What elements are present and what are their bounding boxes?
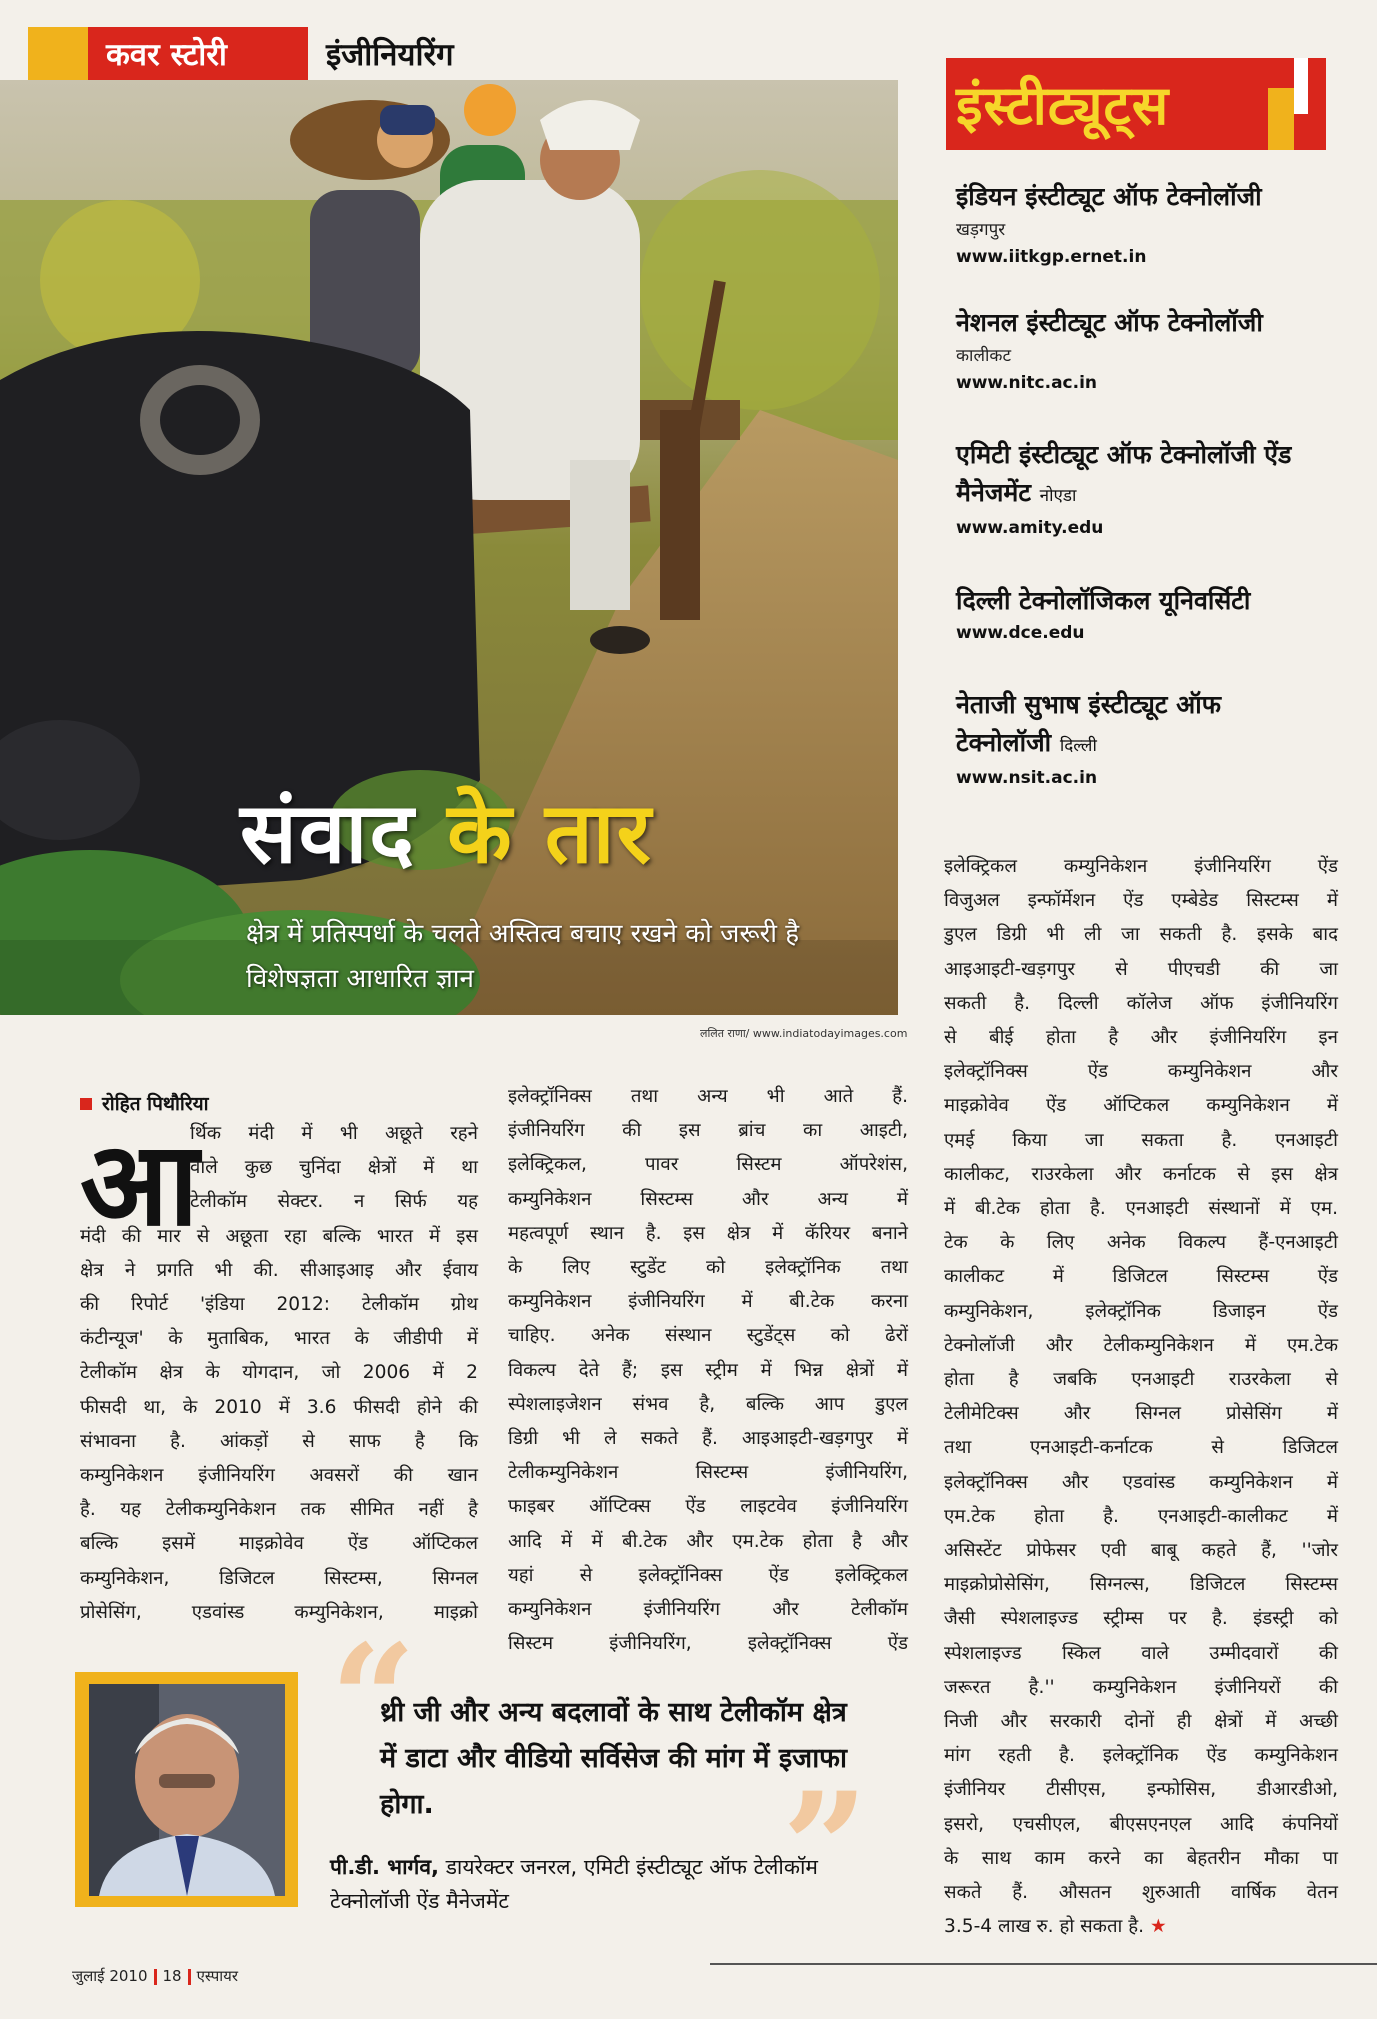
article-line: आदि में में बी.टेक और एम.टेक होता है और <box>508 1530 908 1552</box>
article-line: इसरो, एचसीएल, बीएसएनएल आदि कंपनियों <box>944 1813 1338 1835</box>
institute-url[interactable]: www.amity.edu <box>956 518 1104 538</box>
article-line: के लिए स्टुडेंट को इलेक्ट्रॉनिक तथा <box>508 1257 908 1279</box>
institute-city: खड़गपुर <box>956 220 1006 240</box>
footer-month: जुलाई 2010 <box>72 1967 148 1985</box>
institute-city: नोएडा <box>1039 486 1077 506</box>
article-line: में बी.टेक होता है. एनआइटी संस्थानों में एम. <box>944 1198 1338 1220</box>
article-line: सकते हैं. औसतन शुरुआती वार्षिक वेतन <box>944 1882 1338 1904</box>
article-line: कम्युनिकेशन सिस्टम्स और अन्य में <box>508 1188 908 1210</box>
article-line: माइक्रोप्रोसेसिंग, सिग्नल्स, डिजिटल सिस्टम्स <box>944 1574 1338 1596</box>
article-line: र्थिक मंदी में भी अछूते रहने <box>190 1123 478 1144</box>
headline-part1: संवाद <box>240 784 416 882</box>
article-line: माइक्रोवेव ऐंड ऑप्टिकल कम्युनिकेशन में <box>944 1095 1338 1117</box>
article-line: इंजीनियरिंग की इस ब्रांच का आइटी, <box>508 1120 908 1142</box>
institute-name-with-city <box>956 686 1286 765</box>
article-line: के साथ काम करने का बेहतरीन मौका पा <box>944 1847 1338 1869</box>
article-line: कम्युनिकेशन इंजीनियरिंग में बी.टेक करना <box>508 1291 908 1313</box>
article-line: कम्युनिकेशन इंजीनियरिंग अवसरों की खान <box>80 1465 478 1487</box>
article-line: विकल्प देते हैं; इस स्ट्रीम में भिन्न क्षेत्रों में <box>508 1359 908 1381</box>
article-line: क्षेत्र ने प्रगति भी की. सीआइआइ और ईवाय <box>80 1259 478 1281</box>
close-quote-mark: ” <box>782 1760 869 1936</box>
article-line: सकती है. दिल्ली कॉलेज ऑफ इंजीनियरिंग <box>944 992 1338 1014</box>
article-line: मंदी की मार से अछूता रहा बल्कि भारत में इस <box>80 1225 478 1247</box>
article-line: कम्युनिकेशन, इलेक्ट्रॉनिक डिजाइन ऐंड <box>944 1300 1338 1322</box>
drop-cap: आ <box>80 1117 199 1252</box>
article-line: असिस्टेंट प्रोफेसर एवी बाबू कहते हैं, ''जोर <box>944 1540 1338 1562</box>
article-line: इलेक्ट्रिकल कम्युनिकेशन इंजीनियरिंग ऐंड <box>944 856 1338 877</box>
article-line: प्रोसेसिंग, एडवांस्ड कम्युनिकेशन, माइक्रो <box>80 1601 478 1623</box>
institute-name: इंडियन इंस्टीट्यूट ऑफ टेक्नोलॉजी <box>956 182 1262 211</box>
article-line: डिग्री भी ले सकते हैं. आइआइटी-खड़गपुर में <box>508 1428 908 1450</box>
article-line: कंटीन्यूज' के मुताबिक, भारत के जीडीपी में <box>80 1328 478 1350</box>
article-line: फाइबर ऑप्टिक्स ऐंड लाइटवेव इंजीनियरिंग <box>508 1496 908 1518</box>
institute-url[interactable]: www.nitc.ac.in <box>956 373 1098 393</box>
speaker-portrait <box>89 1684 285 1896</box>
article-line: वाले कुछ चुनिंदा क्षेत्रों में था <box>190 1157 478 1179</box>
institute-item <box>956 304 1336 396</box>
section-topic: इंजीनियरिंग <box>326 37 454 73</box>
article-line: कालीकट, राउरकेला और कर्नाटक से इस क्षेत्र <box>944 1163 1338 1185</box>
photo-credit: ललित राणा/ www.indiatodayimages.com <box>700 1027 908 1040</box>
article-line: टेक के लिए अनेक विकल्प हैं-एनआइटी <box>944 1232 1338 1254</box>
article-line: है. यह टेलीकम्युनिकेशन तक सीमित नहीं है <box>80 1499 478 1521</box>
article-line: मांग रहती है. इलेक्ट्रॉनिक ऐंड कम्युनिकेशन <box>944 1745 1338 1767</box>
article-line: जरूरत है.'' कम्युनिकेशन इंजीनियरों की <box>944 1676 1338 1698</box>
quote-attribution <box>330 1850 890 1918</box>
institute-url[interactable]: www.iitkgp.ernet.in <box>956 247 1147 267</box>
article-line: स्पेशलाइज्ड स्किल वाले उम्मीदवारों की <box>944 1642 1338 1664</box>
institute-url[interactable]: www.dce.edu <box>956 623 1085 643</box>
institute-name: दिल्ली टेक्नोलॉजिकल यूनिवर्सिटी <box>956 586 1251 615</box>
article-line: 3.5-4 लाख रु. हो सकता है. ★ <box>944 1916 1167 1938</box>
article-line: स्पेशलाइजेशन संभव है, बल्कि आप डुएल <box>508 1393 908 1415</box>
article-line: संभावना है. आंकड़ों से साफ है कि <box>80 1430 478 1452</box>
article-line: कम्युनिकेशन इंजीनियरिंग और टेलीकॉम <box>508 1599 908 1621</box>
page-footer <box>72 1966 238 1986</box>
article-line: इलेक्ट्रॉनिक्स और एडवांस्ड कम्युनिकेशन में <box>944 1471 1338 1493</box>
article-column-2 <box>508 1080 908 1661</box>
institutes-accent-yellow <box>1268 88 1294 150</box>
institutes-title: इंस्टीट्यूट्स <box>956 74 1170 137</box>
article-line: की रिपोर्ट 'इंडिया 2012: टेलीकॉम ग्रोथ <box>80 1294 478 1316</box>
article-line: एमई किया जा सकता है. एनआइटी <box>944 1129 1338 1151</box>
headline <box>240 772 653 887</box>
quote-speaker: पी.डी. भार्गव, <box>330 1855 439 1879</box>
section-label: कवर स्टोरी <box>88 27 308 83</box>
article-column-1 <box>80 1117 478 1630</box>
article-line: इलेक्ट्रॉनिक्स ऐंड कम्युनिकेशन और <box>944 1061 1338 1083</box>
speaker-photo <box>89 1684 285 1896</box>
institute-url[interactable]: www.nsit.ac.in <box>956 768 1098 788</box>
page-number: 18 <box>162 1967 182 1985</box>
institute-item <box>956 582 1336 646</box>
institute-name: नेताजी सुभाष इंस्टीट्यूट ऑफ टेक्नोलॉजी <box>956 690 1222 757</box>
article-line: जैसी स्पेशलाइज्ड स्ट्रीम्स पर है. इंडस्ट्री को <box>944 1608 1338 1630</box>
institute-item <box>956 436 1326 541</box>
pull-quote-text: थ्री जी और अन्य बदलावों के साथ टेलीकॉम क्षेत्र में डाटा और वीडियो सर्विसेज की मांग में इजाफा होगा. <box>380 1697 847 1820</box>
institute-item <box>956 686 1286 791</box>
byline: रोहित पिथौरिया <box>80 1090 209 1116</box>
article-line: इलेक्ट्रिकल, पावर सिस्टम ऑपरेशंस, <box>508 1154 908 1176</box>
article-line: डुएल डिग्री भी ली जा सकती है. इसके बाद <box>944 924 1338 946</box>
article-line: चाहिए. अनेक संस्थान स्टुडेंट्स को ढेरों <box>508 1325 908 1347</box>
open-quote-mark: “ <box>330 1612 417 1788</box>
article-line: बल्कि इसमें माइक्रोवेव ऐंड ऑप्टिकल <box>80 1533 478 1555</box>
article-line: कम्युनिकेशन, डिजिटल सिस्टम्स, सिग्नल <box>80 1567 478 1589</box>
footer-rule <box>710 1963 1377 1965</box>
magazine-name: एस्पायर <box>196 1967 238 1985</box>
article-line: एम.टेक होता है. एनआइटी-कालीकट में <box>944 1505 1338 1527</box>
institute-city: कालीकट <box>956 346 1012 366</box>
article-line: इंजीनियर टीसीएस, इन्फोसिस, डीआरडीओ, <box>944 1779 1338 1801</box>
article-line: आइआइटी-खड़गपुर से पीएचडी की जा <box>944 958 1338 980</box>
article-line: यहां से इलेक्ट्रॉनिक्स ऐंड इलेक्ट्रिकल <box>508 1564 908 1586</box>
article-line: टेलीमेटिक्स और सिग्नल प्रोसेसिंग में <box>944 1403 1338 1425</box>
article-line: विजुअल इन्फॉर्मेशन ऐंड एम्बेडेड सिस्टम्स में <box>944 890 1338 912</box>
deck-text: क्षेत्र में प्रतिस्पर्धा के चलते अस्तित्व बचाए रखने को जरूरी है विशेषज्ञता आधारित ज्ञान <box>246 919 800 994</box>
quote-designation: डायरेक्टर जनरल, एमिटी इंस्टीट्यूट ऑफ टेलीकॉम टेक्नोलॉजी ऐंड मैनेजमेंट <box>330 1855 818 1913</box>
article-line: निजी और सरकारी दोनों ही क्षेत्रों में अच्छी <box>944 1711 1338 1733</box>
article-line: तथा एनआइटी-कर्नाटक से डिजिटल <box>944 1437 1338 1459</box>
headline-part2: के तार <box>447 784 653 882</box>
article-line: होता है जबकि एनआइटी राउरकेला से <box>944 1369 1338 1391</box>
article-line: फीसदी था, के 2010 में 3.6 फीसदी होने की <box>80 1396 478 1418</box>
article-column-3 <box>944 850 1338 1945</box>
institute-name: एमिटी इंस्टीट्यूट ऑफ टेक्नोलॉजी ऐंड मैनेजमेंट <box>956 440 1292 507</box>
article-line: टेलीकम्युनिकेशन सिस्टम्स इंजीनियरिंग, <box>508 1462 908 1484</box>
institute-name-with-city <box>956 436 1326 515</box>
end-star-icon: ★ <box>1144 1916 1167 1938</box>
institute-name: नेशनल इंस्टीट्यूट ऑफ टेक्नोलॉजी <box>956 308 1263 337</box>
article-line: सिस्टम इंजीनियरिंग, इलेक्ट्रॉनिक्स ऐंड <box>508 1633 908 1655</box>
article-line: महत्वपूर्ण स्थान है. इस क्षेत्र में कॅरियर बनाने <box>508 1222 908 1244</box>
institute-city: दिल्ली <box>1059 736 1097 756</box>
footer-divider <box>188 1969 191 1985</box>
article-line: इलेक्ट्रॉनिक्स तथा अन्य भी आते हैं. <box>508 1086 908 1107</box>
article-line: टेलीकॉम सेक्टर. न सिर्फ यह <box>190 1191 478 1213</box>
article-line: टेलीकॉम क्षेत्र के योगदान, जो 2006 में 2 <box>80 1362 478 1384</box>
article-line: से बीई होता है और इंजीनियरिंग इन <box>944 1027 1338 1049</box>
institute-item <box>956 178 1336 270</box>
footer-divider <box>154 1969 157 1985</box>
article-line: टेक्नोलॉजी और टेलीकम्युनिकेशन में एम.टेक <box>944 1334 1338 1356</box>
article-line: कालीकट में डिजिटल सिस्टम्स ऐंड <box>944 1266 1338 1288</box>
institutes-accent-white <box>1294 58 1308 114</box>
